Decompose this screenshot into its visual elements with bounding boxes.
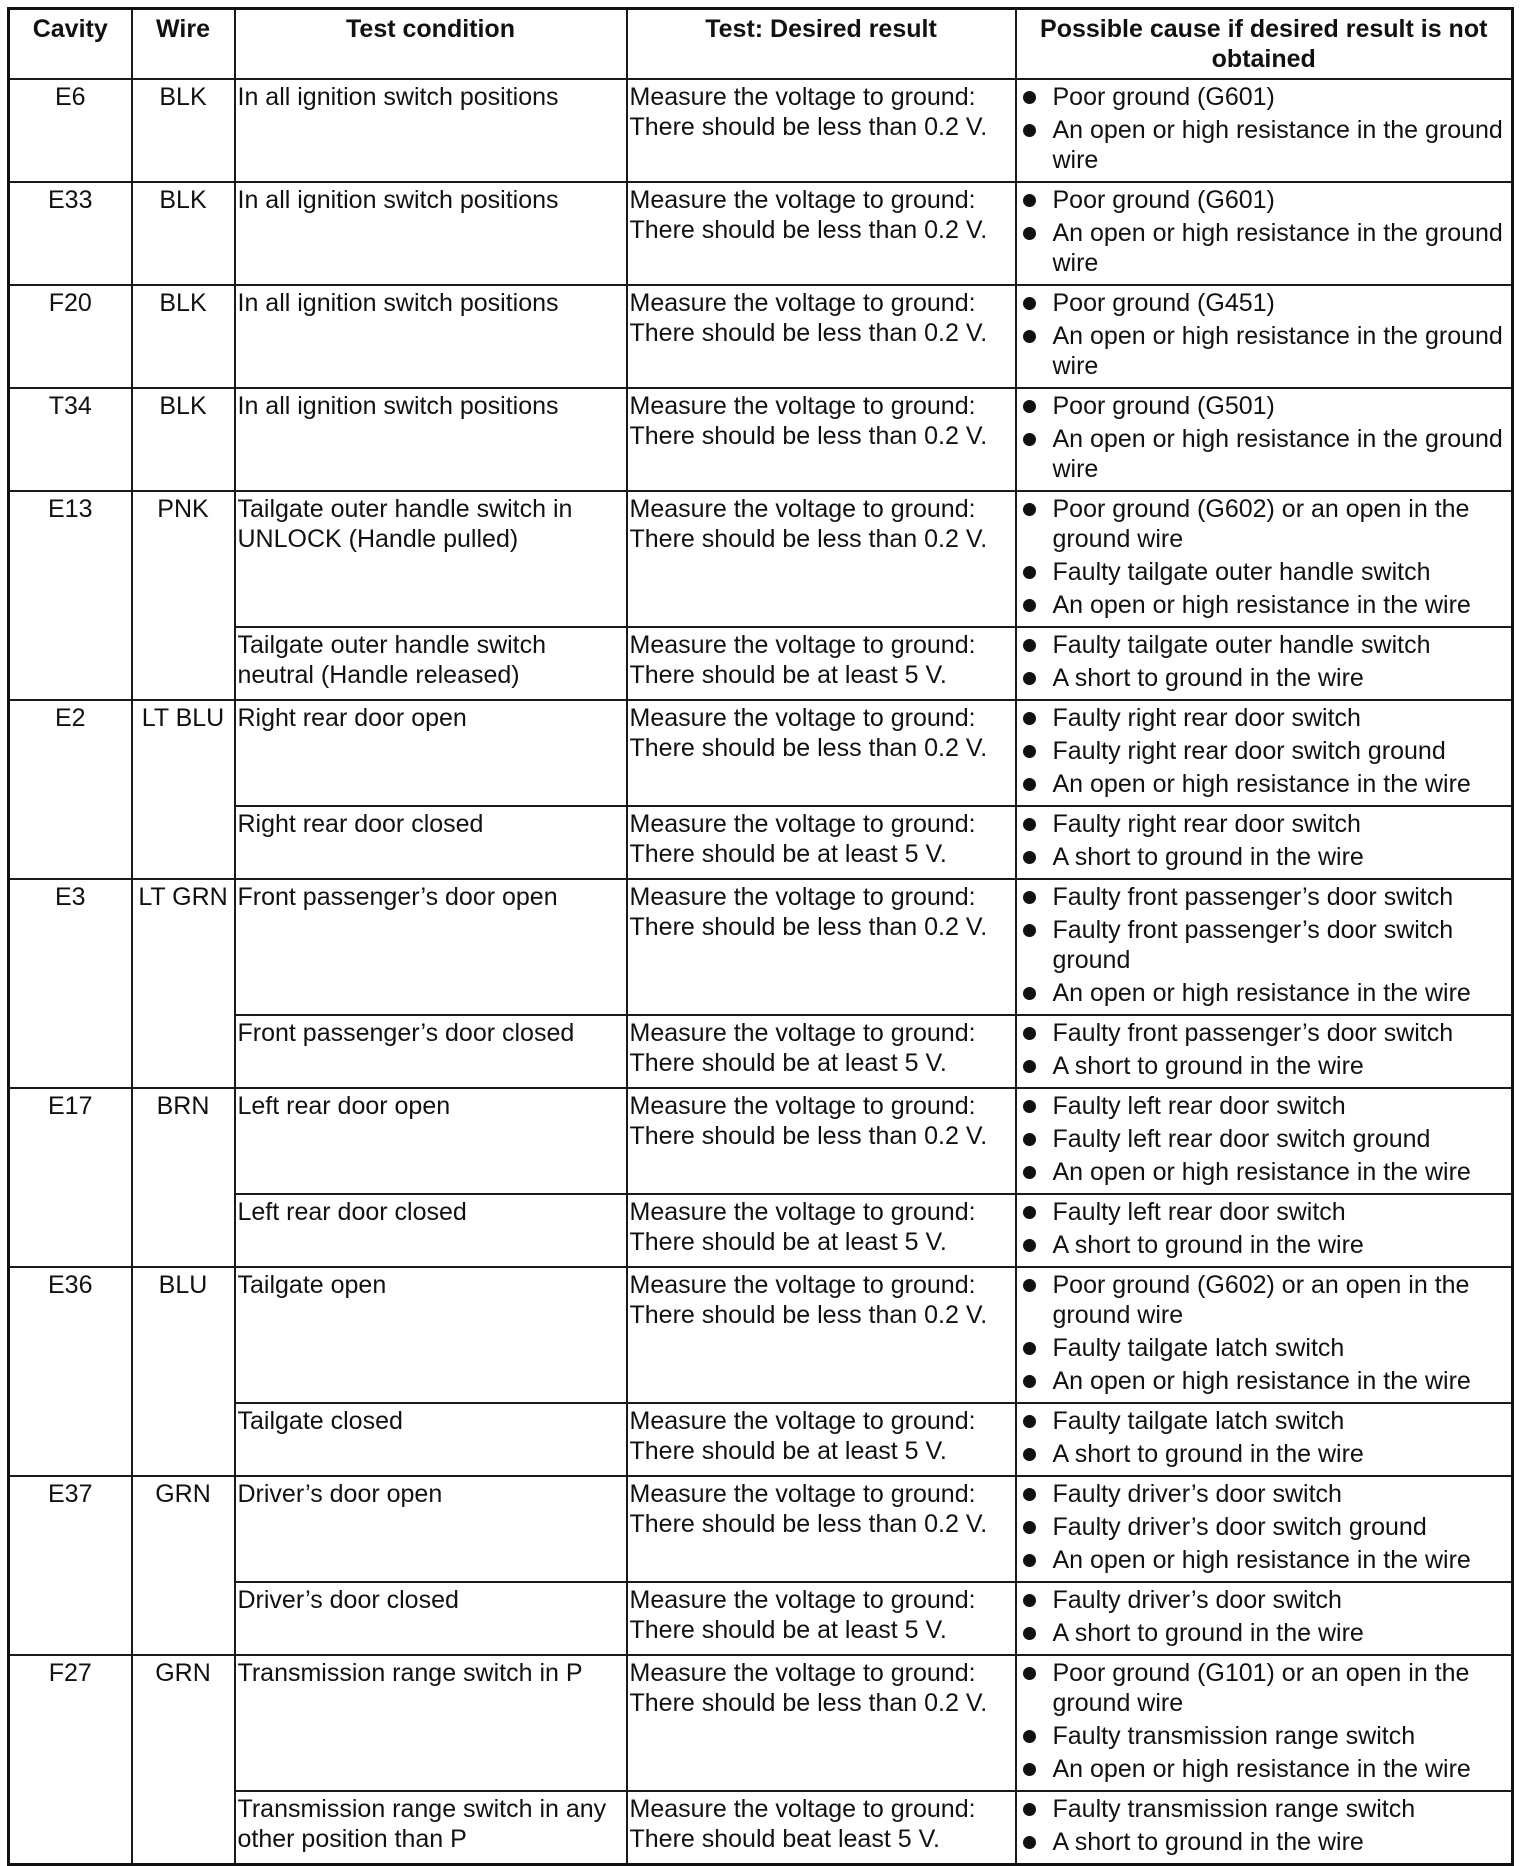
cause-list-item: A short to ground in the wire [1019, 1051, 1510, 1081]
desired-result-line: Measure the voltage to ground: [629, 704, 976, 732]
table-row [9, 79, 1513, 182]
cavity-cell: E2 [9, 700, 132, 879]
cause-list-item: A short to ground in the wire [1019, 1618, 1510, 1648]
cause-list-item: An open or high resistance in the wire [1019, 1545, 1510, 1575]
test-condition-cell: In all ignition switch positions [235, 182, 627, 285]
possible-cause-cell [1016, 700, 1513, 806]
cavity-cell: F27 [9, 1655, 132, 1865]
cause-list-item: A short to ground in the wire [1019, 663, 1510, 693]
cause-list-item: A short to ground in the wire [1019, 1439, 1510, 1469]
desired-result-line: Measure the voltage to ground: [629, 631, 976, 659]
table-row [9, 285, 1513, 388]
cause-list-item: Poor ground (G601) [1019, 185, 1510, 215]
cause-list [1019, 1197, 1510, 1260]
header-desired-result: Test: Desired result [627, 9, 1016, 80]
desired-result-line: Measure the voltage to ground: [629, 1407, 976, 1435]
desired-result-cell [627, 627, 1016, 700]
desired-result-line: There should be less than 0.2 V. [629, 422, 988, 450]
desired-result-line: There should be less than 0.2 V. [629, 734, 988, 762]
desired-result-cell [627, 879, 1016, 1015]
desired-result-cell [627, 491, 1016, 627]
possible-cause-cell [1016, 1655, 1513, 1791]
table-row [9, 1791, 1513, 1865]
header-cavity: Cavity [9, 9, 132, 80]
table-row [9, 1194, 1513, 1267]
possible-cause-cell [1016, 627, 1513, 700]
cavity-cell: E37 [9, 1476, 132, 1655]
wire-color-cell: PNK [132, 491, 235, 700]
test-condition-cell: Driver’s door open [235, 1476, 627, 1582]
possible-cause-cell [1016, 879, 1513, 1015]
cause-list-item: Faulty front passenger’s door switch ground [1019, 915, 1510, 975]
cause-list-item: Faulty driver’s door switch [1019, 1585, 1510, 1615]
desired-result-cell [627, 1088, 1016, 1194]
header-row [9, 9, 1513, 80]
desired-result-line: There should be less than 0.2 V. [629, 1510, 988, 1538]
cause-list [1019, 1794, 1510, 1857]
test-condition-cell: Driver’s door closed [235, 1582, 627, 1655]
desired-result-line: There should be at least 5 V. [629, 1049, 947, 1077]
cause-list [1019, 703, 1510, 799]
test-condition-cell: Front passenger’s door open [235, 879, 627, 1015]
possible-cause-cell [1016, 1476, 1513, 1582]
desired-result-line: Measure the voltage to ground: [629, 1659, 976, 1687]
possible-cause-cell [1016, 491, 1513, 627]
cause-list [1019, 809, 1510, 872]
desired-result-line: There should beat least 5 V. [629, 1825, 940, 1853]
header-wire: Wire [132, 9, 235, 80]
cause-list-item: A short to ground in the wire [1019, 842, 1510, 872]
desired-result-cell [627, 700, 1016, 806]
wire-color-cell: BLK [132, 182, 235, 285]
test-condition-cell: Tailgate open [235, 1267, 627, 1403]
desired-result-cell [627, 79, 1016, 182]
cause-list-item: An open or high resistance in the wire [1019, 769, 1510, 799]
cause-list [1019, 494, 1510, 620]
wire-color-cell: BLU [132, 1267, 235, 1476]
desired-result-line: There should be at least 5 V. [629, 661, 947, 689]
desired-result-line: Measure the voltage to ground: [629, 1092, 976, 1120]
desired-result-cell [627, 388, 1016, 491]
cause-list [1019, 1406, 1510, 1469]
desired-result-line: Measure the voltage to ground: [629, 883, 976, 911]
cause-list-item: Faulty left rear door switch ground [1019, 1124, 1510, 1154]
desired-result-cell [627, 1476, 1016, 1582]
test-condition-cell: Front passenger’s door closed [235, 1015, 627, 1088]
document-sheet [7, 7, 1511, 1866]
desired-result-line: There should be less than 0.2 V. [629, 1689, 988, 1717]
header-test-condition: Test condition [235, 9, 627, 80]
possible-cause-cell [1016, 806, 1513, 879]
desired-result-line: Measure the voltage to ground: [629, 1198, 976, 1226]
test-condition-cell: In all ignition switch positions [235, 285, 627, 388]
desired-result-line: Measure the voltage to ground: [629, 1271, 976, 1299]
cause-list [1019, 882, 1510, 1008]
cause-list-item: Faulty right rear door switch ground [1019, 736, 1510, 766]
test-condition-cell: Tailgate outer handle switch neutral (Handle released) [235, 627, 627, 700]
desired-result-line: There should be at least 5 V. [629, 1616, 947, 1644]
cause-list-item: An open or high resistance in the wire [1019, 1366, 1510, 1396]
possible-cause-cell [1016, 1194, 1513, 1267]
cause-list-item: Faulty tailgate outer handle switch [1019, 557, 1510, 587]
desired-result-cell [627, 285, 1016, 388]
cause-list [1019, 1585, 1510, 1648]
cause-list [1019, 1658, 1510, 1784]
desired-result-line: There should be less than 0.2 V. [629, 113, 988, 141]
cause-list [1019, 1479, 1510, 1575]
header-possible-cause: Possible cause if desired result is not obtained [1016, 9, 1513, 80]
desired-result-line: Measure the voltage to ground: [629, 1480, 976, 1508]
desired-result-cell [627, 1791, 1016, 1865]
cause-list-item: Poor ground (G501) [1019, 391, 1510, 421]
cause-list-item: An open or high resistance in the ground wire [1019, 321, 1510, 381]
test-condition-cell: Tailgate outer handle switch in UNLOCK (Handle pulled) [235, 491, 627, 627]
cause-list-item: Faulty left rear door switch [1019, 1091, 1510, 1121]
test-condition-cell: Transmission range switch in any other position than P [235, 1791, 627, 1865]
wire-color-cell: LT GRN [132, 879, 235, 1088]
cause-list-item: An open or high resistance in the wire [1019, 978, 1510, 1008]
cause-list-item: Faulty tailgate outer handle switch [1019, 630, 1510, 660]
cause-list-item: An open or high resistance in the wire [1019, 1157, 1510, 1187]
cause-list [1019, 1018, 1510, 1081]
desired-result-line: Measure the voltage to ground: [629, 83, 976, 111]
cause-list-item: Faulty driver’s door switch ground [1019, 1512, 1510, 1542]
possible-cause-cell [1016, 285, 1513, 388]
desired-result-line: Measure the voltage to ground: [629, 1019, 976, 1047]
cause-list [1019, 1270, 1510, 1396]
test-condition-cell: Left rear door closed [235, 1194, 627, 1267]
table-row [9, 1655, 1513, 1791]
cause-list-item: Faulty tailgate latch switch [1019, 1406, 1510, 1436]
desired-result-line: Measure the voltage to ground: [629, 495, 976, 523]
cause-list-item: Poor ground (G602) or an open in the ground wire [1019, 494, 1510, 554]
desired-result-cell [627, 1194, 1016, 1267]
cavity-cell: E6 [9, 79, 132, 182]
cause-list-item: An open or high resistance in the wire [1019, 590, 1510, 620]
table-row [9, 1015, 1513, 1088]
cause-list-item: Poor ground (G602) or an open in the ground wire [1019, 1270, 1510, 1330]
cavity-cell: F20 [9, 285, 132, 388]
test-condition-cell: In all ignition switch positions [235, 79, 627, 182]
desired-result-line: There should be less than 0.2 V. [629, 913, 988, 941]
table-row [9, 491, 1513, 627]
cause-list-item: Faulty transmission range switch [1019, 1794, 1510, 1824]
test-condition-cell: Right rear door open [235, 700, 627, 806]
cause-list-item: Faulty front passenger’s door switch [1019, 882, 1510, 912]
cause-list [1019, 185, 1510, 278]
cavity-cell: E36 [9, 1267, 132, 1476]
table-row [9, 627, 1513, 700]
wire-color-cell: BLK [132, 79, 235, 182]
desired-result-line: Measure the voltage to ground: [629, 289, 976, 317]
wire-color-cell: BLK [132, 285, 235, 388]
test-condition-cell: Tailgate closed [235, 1403, 627, 1476]
table-row [9, 1403, 1513, 1476]
cause-list-item: Faulty front passenger’s door switch [1019, 1018, 1510, 1048]
possible-cause-cell [1016, 1582, 1513, 1655]
desired-result-line: Measure the voltage to ground: [629, 810, 976, 838]
cause-list-item: Faulty tailgate latch switch [1019, 1333, 1510, 1363]
wire-color-cell: GRN [132, 1476, 235, 1655]
cause-list-item: Poor ground (G451) [1019, 288, 1510, 318]
cause-list-item: An open or high resistance in the ground wire [1019, 424, 1510, 484]
desired-result-line: There should be less than 0.2 V. [629, 525, 988, 553]
desired-result-line: Measure the voltage to ground: [629, 186, 976, 214]
table-row [9, 700, 1513, 806]
desired-result-line: There should be less than 0.2 V. [629, 1122, 988, 1150]
table-row [9, 1476, 1513, 1582]
possible-cause-cell [1016, 1403, 1513, 1476]
cause-list [1019, 391, 1510, 484]
cause-list-item: Poor ground (G101) or an open in the ground wire [1019, 1658, 1510, 1718]
table-row [9, 879, 1513, 1015]
cause-list-item: Faulty right rear door switch [1019, 809, 1510, 839]
cause-list-item: Poor ground (G601) [1019, 82, 1510, 112]
desired-result-line: Measure the voltage to ground: [629, 392, 976, 420]
test-condition-cell: In all ignition switch positions [235, 388, 627, 491]
cause-list-item: An open or high resistance in the ground wire [1019, 115, 1510, 175]
desired-result-cell [627, 1267, 1016, 1403]
cause-list-item: Faulty left rear door switch [1019, 1197, 1510, 1227]
desired-result-cell [627, 806, 1016, 879]
cause-list-item: An open or high resistance in the wire [1019, 1754, 1510, 1784]
desired-result-line: There should be less than 0.2 V. [629, 1301, 988, 1329]
test-condition-cell: Transmission range switch in P [235, 1655, 627, 1791]
desired-result-line: Measure the voltage to ground: [629, 1586, 976, 1614]
desired-result-cell [627, 1582, 1016, 1655]
cavity-cell: E13 [9, 491, 132, 700]
possible-cause-cell [1016, 1088, 1513, 1194]
cause-list-item: An open or high resistance in the ground wire [1019, 218, 1510, 278]
possible-cause-cell [1016, 388, 1513, 491]
cause-list-item: Faulty right rear door switch [1019, 703, 1510, 733]
test-condition-cell: Left rear door open [235, 1088, 627, 1194]
cavity-cell: E3 [9, 879, 132, 1088]
desired-result-line: There should be at least 5 V. [629, 840, 947, 868]
cavity-cell: E33 [9, 182, 132, 285]
desired-result-cell [627, 1015, 1016, 1088]
possible-cause-cell [1016, 1791, 1513, 1865]
possible-cause-cell [1016, 1267, 1513, 1403]
cause-list [1019, 1091, 1510, 1187]
cause-list [1019, 630, 1510, 693]
desired-result-cell [627, 1403, 1016, 1476]
cavity-cell: T34 [9, 388, 132, 491]
cause-list-item: A short to ground in the wire [1019, 1230, 1510, 1260]
table-row [9, 806, 1513, 879]
table-row [9, 388, 1513, 491]
desired-result-line: There should be at least 5 V. [629, 1228, 947, 1256]
wire-color-cell: LT BLU [132, 700, 235, 879]
possible-cause-cell [1016, 1015, 1513, 1088]
desired-result-line: There should be less than 0.2 V. [629, 216, 988, 244]
cause-list-item: Faulty driver’s door switch [1019, 1479, 1510, 1509]
possible-cause-cell [1016, 79, 1513, 182]
desired-result-cell [627, 1655, 1016, 1791]
desired-result-line: There should be at least 5 V. [629, 1437, 947, 1465]
cavity-cell: E17 [9, 1088, 132, 1267]
wire-color-cell: BRN [132, 1088, 235, 1267]
table-row [9, 182, 1513, 285]
table-row [9, 1582, 1513, 1655]
cause-list-item: Faulty transmission range switch [1019, 1721, 1510, 1751]
cause-list-item: A short to ground in the wire [1019, 1827, 1510, 1857]
test-condition-cell: Right rear door closed [235, 806, 627, 879]
wire-color-cell: GRN [132, 1655, 235, 1865]
cause-list [1019, 288, 1510, 381]
table-row [9, 1267, 1513, 1403]
possible-cause-cell [1016, 182, 1513, 285]
cause-list [1019, 82, 1510, 175]
desired-result-line: There should be less than 0.2 V. [629, 319, 988, 347]
desired-result-line: Measure the voltage to ground: [629, 1795, 976, 1823]
table-row [9, 1088, 1513, 1194]
table-body [9, 79, 1513, 1865]
test-spec-table [7, 7, 1514, 1866]
wire-color-cell: BLK [132, 388, 235, 491]
desired-result-cell [627, 182, 1016, 285]
